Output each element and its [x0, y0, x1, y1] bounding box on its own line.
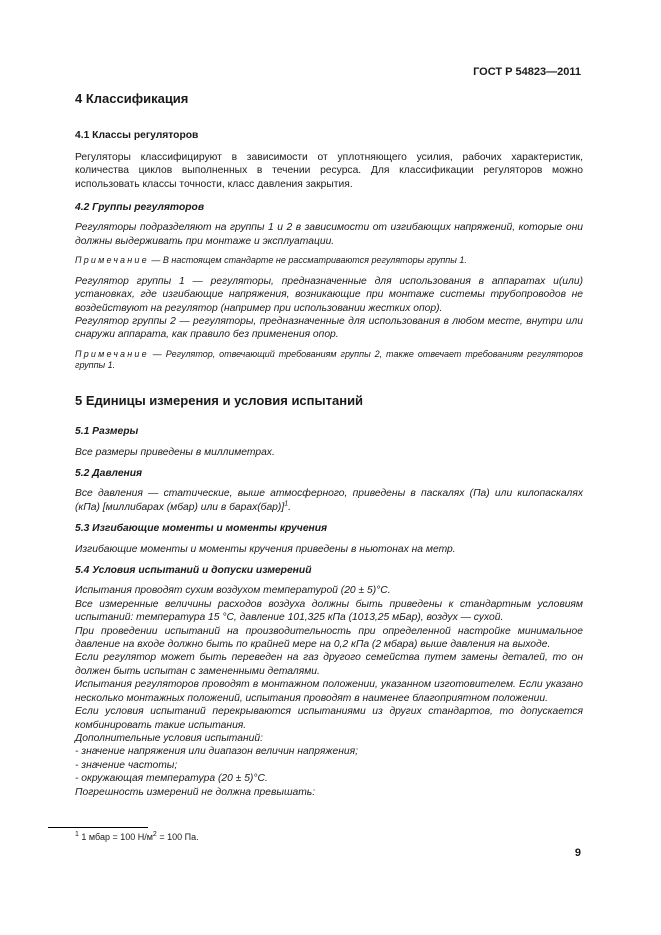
section-5-1-title: 5.1 Размеры: [75, 426, 139, 438]
footnote: [75, 832, 199, 842]
section-4-2-text: Регуляторы подразделяют на группы 1 и 2 в зависимости от изгибающих напряжений, которые они должны выдерживать при монтаже и эксплуатации.: [75, 222, 583, 247]
section-5-1-text: Все размеры приведены в миллиметрах.: [75, 446, 275, 458]
section-4-1-text: Регуляторы классифицируют в зависимости от уплотняющего усилия, рабочих характеристик, количества циклов выполненных в течении ресурса. Для классификации регуляторов можно использовать классы точности, класс давления закрытия.: [75, 151, 583, 190]
group-2-text: Регулятор группы 2 — регуляторы, предназначенные для использования в любом месте, внутри или снаружи аппарата, как правило без применения опор.: [75, 315, 583, 341]
section-4-1-title: 4.1 Классы регуляторов: [75, 130, 199, 142]
list-intro: Дополнительные условия испытаний:: [75, 732, 263, 744]
extra-conditions-list: [75, 732, 583, 799]
footnote-divider: [48, 827, 148, 828]
list-item: - окружающая температура (20 ± 5)°С.: [75, 773, 268, 785]
page-content: [75, 92, 583, 799]
list-item: - значение частоты;: [75, 759, 178, 771]
list-item: - значение напряжения или диапазон величин напряжения;: [75, 746, 358, 758]
note-label: Примечание: [75, 255, 149, 266]
section-4-2-title: 4.2 Группы регуляторов: [75, 202, 205, 214]
section-5-4-body: [75, 584, 583, 799]
section-4-title: 4 Классификация: [75, 91, 189, 106]
section-5-2-title: 5.2 Давления: [75, 468, 143, 479]
footnote-tail: = 100 Па.: [156, 832, 199, 842]
footnote-text: 1 мбар = 100 Н/м: [78, 832, 153, 842]
document-id: ГОСТ Р 54823—2011: [473, 66, 581, 78]
note-1: [75, 255, 583, 267]
section-5-4-title: 5.4 Условия испытаний и допуски измерений: [75, 565, 312, 577]
page-number: 9: [574, 847, 581, 859]
para-6: Если условия испытаний перекрываются испытаниями из других стандартов, то допускается комбинировать такие испытания.: [75, 706, 583, 731]
para-1: Испытания проводят сухим воздухом температурой (20 ± 5)°С.: [75, 585, 391, 597]
para-5: Испытания регуляторов проводят в монтажном положении, указанном изготовителем. Если указано несколько монтажных положений, испытания проводят в наименее благоприятном положении.: [75, 679, 583, 704]
group-1-text: Регулятор группы 1 — регуляторы, предназначенные для использования в аппаратах и(или) установках, где изгибающие напряжения, возникающие при монтаже системы трубопроводов не воздействуют на регулятор (например при использовании жестких опор).: [75, 275, 583, 314]
note-label: Примечание: [75, 348, 149, 359]
footnote-exponent: 2: [152, 831, 157, 838]
section-5-3-title: 5.3 Изгибающие моменты и моменты кручения: [75, 523, 328, 535]
note-2: [75, 349, 583, 372]
section-5-2-end: .: [288, 501, 291, 513]
footnote-mark: 1: [75, 831, 79, 838]
para-8: Погрешность измерений не должна превышать:: [75, 786, 316, 798]
section-5-title: 5 Единицы измерения и условия испытаний: [75, 392, 364, 408]
section-5-3-text: Изгибающие моменты и моменты кручения приведены в ньютонах на метр.: [75, 543, 456, 555]
note-1-text: — В настоящем стандарте не рассматриваются регуляторы группы 1.: [151, 255, 467, 266]
footnote-ref: 1: [284, 500, 289, 508]
section-5-2-text: [75, 487, 583, 514]
para-3: При проведении испытаний на производительность при определенной настройке минимальное давление на входе должно быть по крайней мере на 0,2 кПа (2 мбара) выше давления на выходе.: [75, 625, 583, 651]
para-4: Если регулятор может быть переведен на газ другого семейства путем замены деталей, то он должен быть испытан с замененными деталями.: [75, 652, 583, 677]
note-2-text: — Регулятор, отвечающий требованиям группы 2, также отвечает требованиям регуляторов группы 1.: [75, 348, 583, 371]
section-5-2-body: Все давления — статические, выше атмосферного, приведены в паскалях (Па) или килопаскалях (кПа) [миллибарах (мбар) или в барах(бар)]: [75, 488, 583, 513]
para-2: Все измеренные величины расходов воздуха должны быть приведены к стандартным условиям испытаний: температура 15 °С, давление 101,325 кПа (1013,25 мБар), воздух — сухой.: [75, 598, 583, 624]
